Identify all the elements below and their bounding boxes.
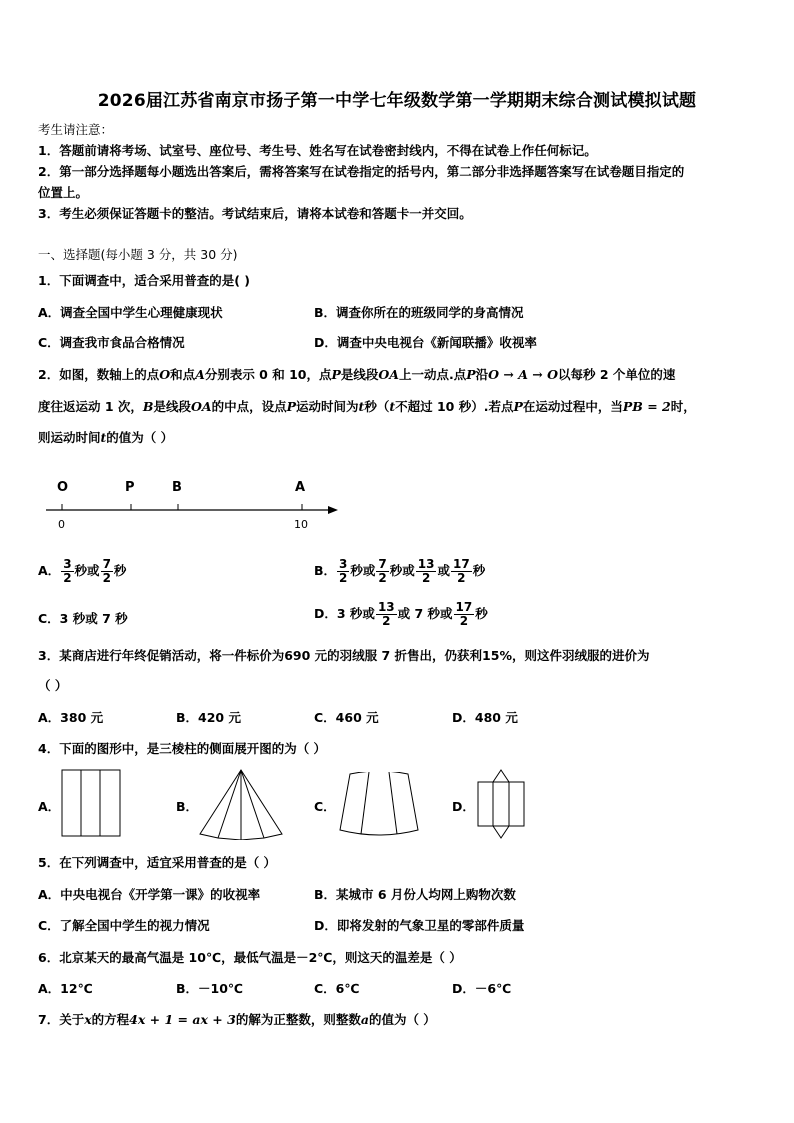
number-line-arrow bbox=[328, 506, 338, 514]
q2-option-b: B． $\frac{3}{2}$ 秒或 $\frac{7}{2}$ 秒或 $\frac{13}{2}$ 或 $\frac{17}{2}$ 秒 bbox=[314, 557, 486, 585]
q3-paren: （ ） bbox=[38, 678, 68, 693]
page-title: 2026届江苏省南京市扬子第一中学七年级数学第一学期期末综合测试模拟试题 bbox=[97, 91, 697, 111]
q2-option-c: C．3 秒或 7 秒 bbox=[38, 611, 128, 626]
number-line-figure bbox=[40, 470, 350, 540]
tick-label-0: 0 bbox=[58, 518, 65, 531]
label-o: O bbox=[57, 480, 69, 495]
q6-option-b: B．－10℃ bbox=[176, 981, 244, 996]
q5-option-b: B．某城市 6 月份人均网上购物次数 bbox=[314, 887, 516, 902]
q3-option-a: A．380 元 bbox=[38, 710, 104, 725]
notice-item-2: 2．第一部分选择题每小题选出答案后，需将答案写在试卷指定的括号内，第二部分非选择题答案写在试卷题目指定的 bbox=[38, 164, 685, 179]
q2-line-2: 度往返运动 1 次，B是线段OA的中点，设点P运动时间为t秒（t不超过 10 秒）.若点P在运动过程中，当PB = 2时， bbox=[38, 399, 696, 414]
figure-b-fan-triangles bbox=[198, 768, 284, 840]
figure-a-rectangles bbox=[60, 768, 124, 840]
q5-option-d: D．即将发射的气象卫星的零部件质量 bbox=[314, 918, 525, 933]
q5-option-a: A．中央电视台《开学第一课》的收视率 bbox=[38, 887, 261, 902]
q1-option-d: D．调查中央电视台《新闻联播》收视率 bbox=[314, 335, 537, 350]
q5-stem: 5．在下列调查中，适宜采用普查的是（ ） bbox=[38, 855, 277, 870]
q2-option-a: A． $\frac{3}{2}$ 秒或 $\frac{7}{2}$ 秒 bbox=[38, 557, 127, 585]
notice-item-3: 3．考生必须保证答题卡的整洁。考试结束后，请将本试卷和答题卡一并交回。 bbox=[38, 206, 472, 221]
notice-heading: 考生请注意： bbox=[38, 122, 114, 137]
section-heading: 一、选择题(每小题 3 分，共 30 分) bbox=[38, 247, 238, 262]
notice-item-2-cont: 位置上。 bbox=[38, 185, 89, 200]
label-a: A bbox=[295, 480, 306, 495]
q3-stem: 3．某商店进行年终促销活动，将一件标价为690 元的羽绒服 7 折售出，仍获利15%，则这件羽绒服的进价为 bbox=[38, 648, 650, 663]
q4-option-d: D． bbox=[452, 799, 475, 814]
q1-option-c: C．调查我市食品合格情况 bbox=[38, 335, 185, 350]
q3-option-d: D．480 元 bbox=[452, 710, 518, 725]
q7-stem: 7．关于x的方程4x + 1 = ax + 3的解为正整数，则整数a的值为（ ） bbox=[38, 1012, 436, 1027]
notice-item-1: 1．答题前请将考场、试室号、座位号、考生号、姓名写在试卷密封线内，不得在试卷上作任何标记。 bbox=[38, 143, 597, 158]
q5-option-c: C．了解全国中学生的视力情况 bbox=[38, 918, 210, 933]
q2-line-3: 则运动时间t的值为（ ） bbox=[38, 430, 174, 445]
figure-d-prism-net bbox=[476, 768, 526, 840]
q3-option-c: C．460 元 bbox=[314, 710, 379, 725]
q4-option-b: B． bbox=[176, 799, 199, 814]
label-b: B bbox=[172, 480, 182, 495]
figure-c-fan-trapezoids bbox=[338, 772, 420, 838]
label-p: P bbox=[125, 480, 135, 495]
q4-stem: 4．下面的图形中，是三棱柱的侧面展开图的为（ ） bbox=[38, 741, 327, 756]
q6-option-d: D．－6℃ bbox=[452, 981, 512, 996]
q1-option-a: A．调查全国中学生心理健康现状 bbox=[38, 305, 223, 320]
q6-stem: 6．北京某天的最高气温是 10℃，最低气温是－2℃，则这天的温差是（ ） bbox=[38, 950, 462, 965]
q4-option-c: C． bbox=[314, 799, 336, 814]
tick-label-10: 10 bbox=[294, 518, 308, 531]
q3-option-b: B．420 元 bbox=[176, 710, 241, 725]
q2-option-d: D．3 秒或 $\frac{13}{2}$ 或 7 秒或 $\frac{17}{2}$ 秒 bbox=[314, 600, 488, 628]
q1-stem: 1．下面调查中，适合采用普查的是( ) bbox=[38, 273, 250, 288]
q2-line-1: 2．如图，数轴上的点O和点A分别表示 0 和 10，点P是线段OA上一动点.点P沿O → A → O以每秒 2 个单位的速 bbox=[38, 367, 676, 382]
q6-option-c: C．6℃ bbox=[314, 981, 360, 996]
q1-option-b: B．调查你所在的班级同学的身高情况 bbox=[314, 305, 524, 320]
q6-option-a: A．12℃ bbox=[38, 981, 93, 996]
q4-option-a: A． bbox=[38, 799, 61, 814]
